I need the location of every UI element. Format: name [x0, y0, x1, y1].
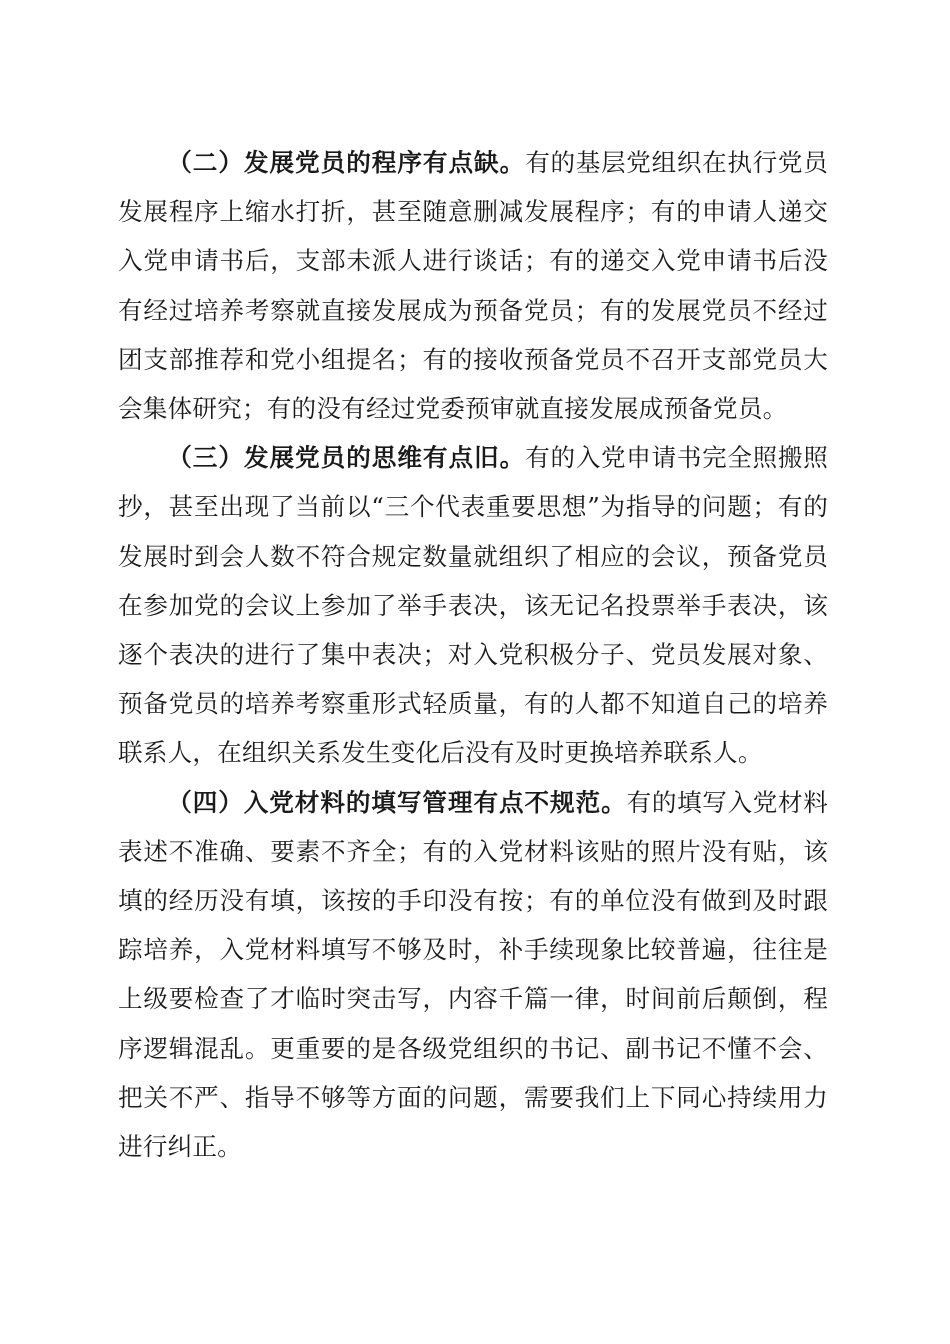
paragraph-2: [118, 138, 828, 433]
paragraph-heading: （二）发展党员的程序有点缺。: [167, 148, 526, 177]
paragraph-4: [118, 778, 828, 1172]
document-body: [118, 138, 828, 1171]
paragraph-heading: （四）入党材料的填写管理有点不规范。: [167, 787, 627, 817]
paragraph-text: 有的入党申请书完全照搬照抄，甚至出现了当前以“三个代表重要思想”为指导的问题；有的发展时到会人数不符合规定数量就组织了相应的会议，预备党员在参加党的会议上参加了举手表决，该无记名投票举手表决，该逐个表决的进行了集中表决；对入党积极分子、党员发展对象、预备党员的培养考察重形式轻质量，有的人都不知道自己的培养联系人，在组织关系发生变化后没有及时更换培养联系人。: [118, 443, 828, 768]
paragraph-heading: （三）发展党员的思维有点旧。: [167, 443, 526, 473]
paragraph-text: 有的基层党组织在执行党员发展程序上缩水打折，甚至随意删减发展程序；有的申请人递交入党申请书后，支部未派人进行谈话；有的递交入党申请书后没有经过培养考察就直接发展成为预备党员；有的发展党员不经过团支部推荐和党小组提名；有的接收预备党员不召开支部党员大会集体研究；有的没有经过党委预审就直接发展成预备党员。: [118, 148, 828, 424]
paragraph-text: 有的填写入党材料表述不准确、要素不齐全；有的入党材料该贴的照片没有贴，该填的经历没有填，该按的手印没有按；有的单位没有做到及时跟踪培养，入党材料填写不够及时，补手续现象比较普遍，往往是上级要检查了才临时突击写，内容千篇一律，时间前后颠倒，程序逻辑混乱。更重要的是各级党组织的书记、副书记不懂不会、把关不严、指导不够等方面的问题，需要我们上下同心持续用力进行纠正。: [118, 787, 828, 1162]
paragraph-3: [118, 433, 828, 777]
